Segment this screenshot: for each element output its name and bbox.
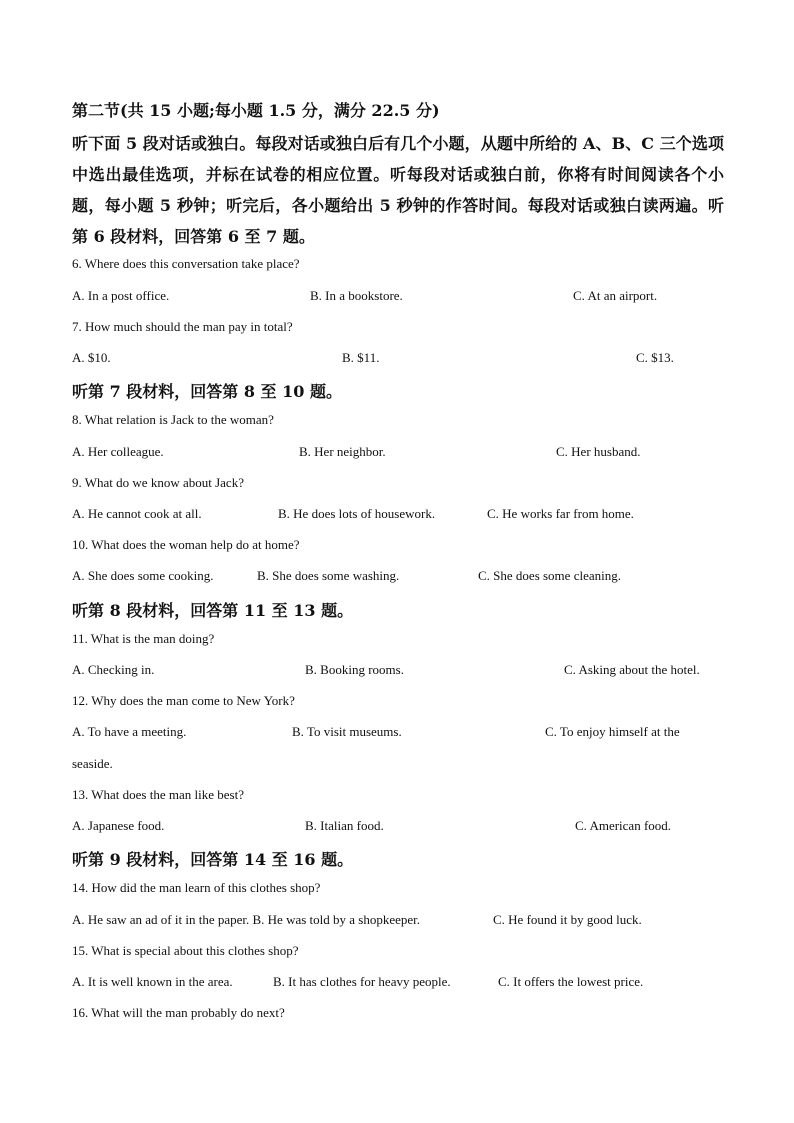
q8-option-c: C. Her husband. <box>556 444 641 459</box>
q10-option-a: A. She does some cooking. <box>72 568 214 583</box>
question-15: 15. What is special about this clothes shop? <box>72 943 299 958</box>
section-8-heading: 听第 8 段材料，回答第 11 至 13 题。 <box>72 601 354 620</box>
q7-option-c: C. $13. <box>636 350 674 365</box>
q15-option-a: A. It is well known in the area. <box>72 974 233 989</box>
q12-option-b: B. To visit museums. <box>292 724 402 739</box>
q10-option-c: C. She does some cleaning. <box>478 568 621 583</box>
q13-option-c: C. American food. <box>575 818 672 833</box>
q14-option-a-b: A. He saw an ad of it in the paper. B. He was told by a shopkeeper. <box>72 912 421 927</box>
q7-option-b: B. $11. <box>342 350 380 365</box>
question-6: 6. Where does this conversation take place? <box>72 256 300 271</box>
q6-option-c: C. At an airport. <box>573 288 658 303</box>
question-9: 9. What do we know about Jack? <box>72 475 244 490</box>
instructions-paragraph: 听下面 5 段对话或独白。每段对话或独白后有几个小题，从题中所给的 A、B、C 三个选项中选出最佳选项，并标在试卷的相应位置。听每段对话或独白前，你将有时间阅读各个小题，每小题 5 秒钟；听完后，各小题给出 5 秒钟的作答时间。每段对话或独白读两遍。听第 6 段材料，回答第 6 至 7 题。 <box>72 134 724 246</box>
question-12: 12. Why does the man come to New York? <box>72 693 295 708</box>
q9-option-a: A. He cannot cook at all. <box>72 506 202 521</box>
q8-option-b: B. Her neighbor. <box>299 444 386 459</box>
question-14: 14. How did the man learn of this clothes shop? <box>72 880 321 895</box>
q13-option-b: B. Italian food. <box>305 818 384 833</box>
question-16: 16. What will the man probably do next? <box>72 1005 285 1020</box>
q12-option-c: C. To enjoy himself at the <box>545 724 680 739</box>
q15-option-c: C. It offers the lowest price. <box>498 974 644 989</box>
q11-option-b: B. Booking rooms. <box>305 662 404 677</box>
question-7: 7. How much should the man pay in total? <box>72 319 293 334</box>
q11-option-c: C. Asking about the hotel. <box>564 662 700 677</box>
q11-option-a: A. Checking in. <box>72 662 155 677</box>
q6-option-a: A. In a post office. <box>72 288 170 303</box>
q12-option-c-continued: seaside. <box>72 756 113 771</box>
q13-option-a: A. Japanese food. <box>72 818 165 833</box>
question-11: 11. What is the man doing? <box>72 631 215 646</box>
question-8: 8. What relation is Jack to the woman? <box>72 412 274 427</box>
q7-option-a: A. $10. <box>72 350 111 365</box>
section-7-heading: 听第 7 段材料，回答第 8 至 10 题。 <box>72 382 342 401</box>
section-9-heading: 听第 9 段材料，回答第 14 至 16 题。 <box>72 850 354 869</box>
q9-option-b: B. He does lots of housework. <box>278 506 436 521</box>
question-10: 10. What does the woman help do at home? <box>72 537 300 552</box>
q14-option-c: C. He found it by good luck. <box>493 912 642 927</box>
q12-option-a: A. To have a meeting. <box>72 724 187 739</box>
question-13: 13. What does the man like best? <box>72 787 244 802</box>
q15-option-b: B. It has clothes for heavy people. <box>273 974 451 989</box>
q9-option-c: C. He works far from home. <box>487 506 634 521</box>
section-header: 第二节(共 15 小题;每小题 1.5 分，满分 22.5 分) <box>72 101 440 120</box>
q10-option-b: B. She does some washing. <box>257 568 400 583</box>
q6-option-b: B. In a bookstore. <box>310 288 403 303</box>
q8-option-a: A. Her colleague. <box>72 444 164 459</box>
